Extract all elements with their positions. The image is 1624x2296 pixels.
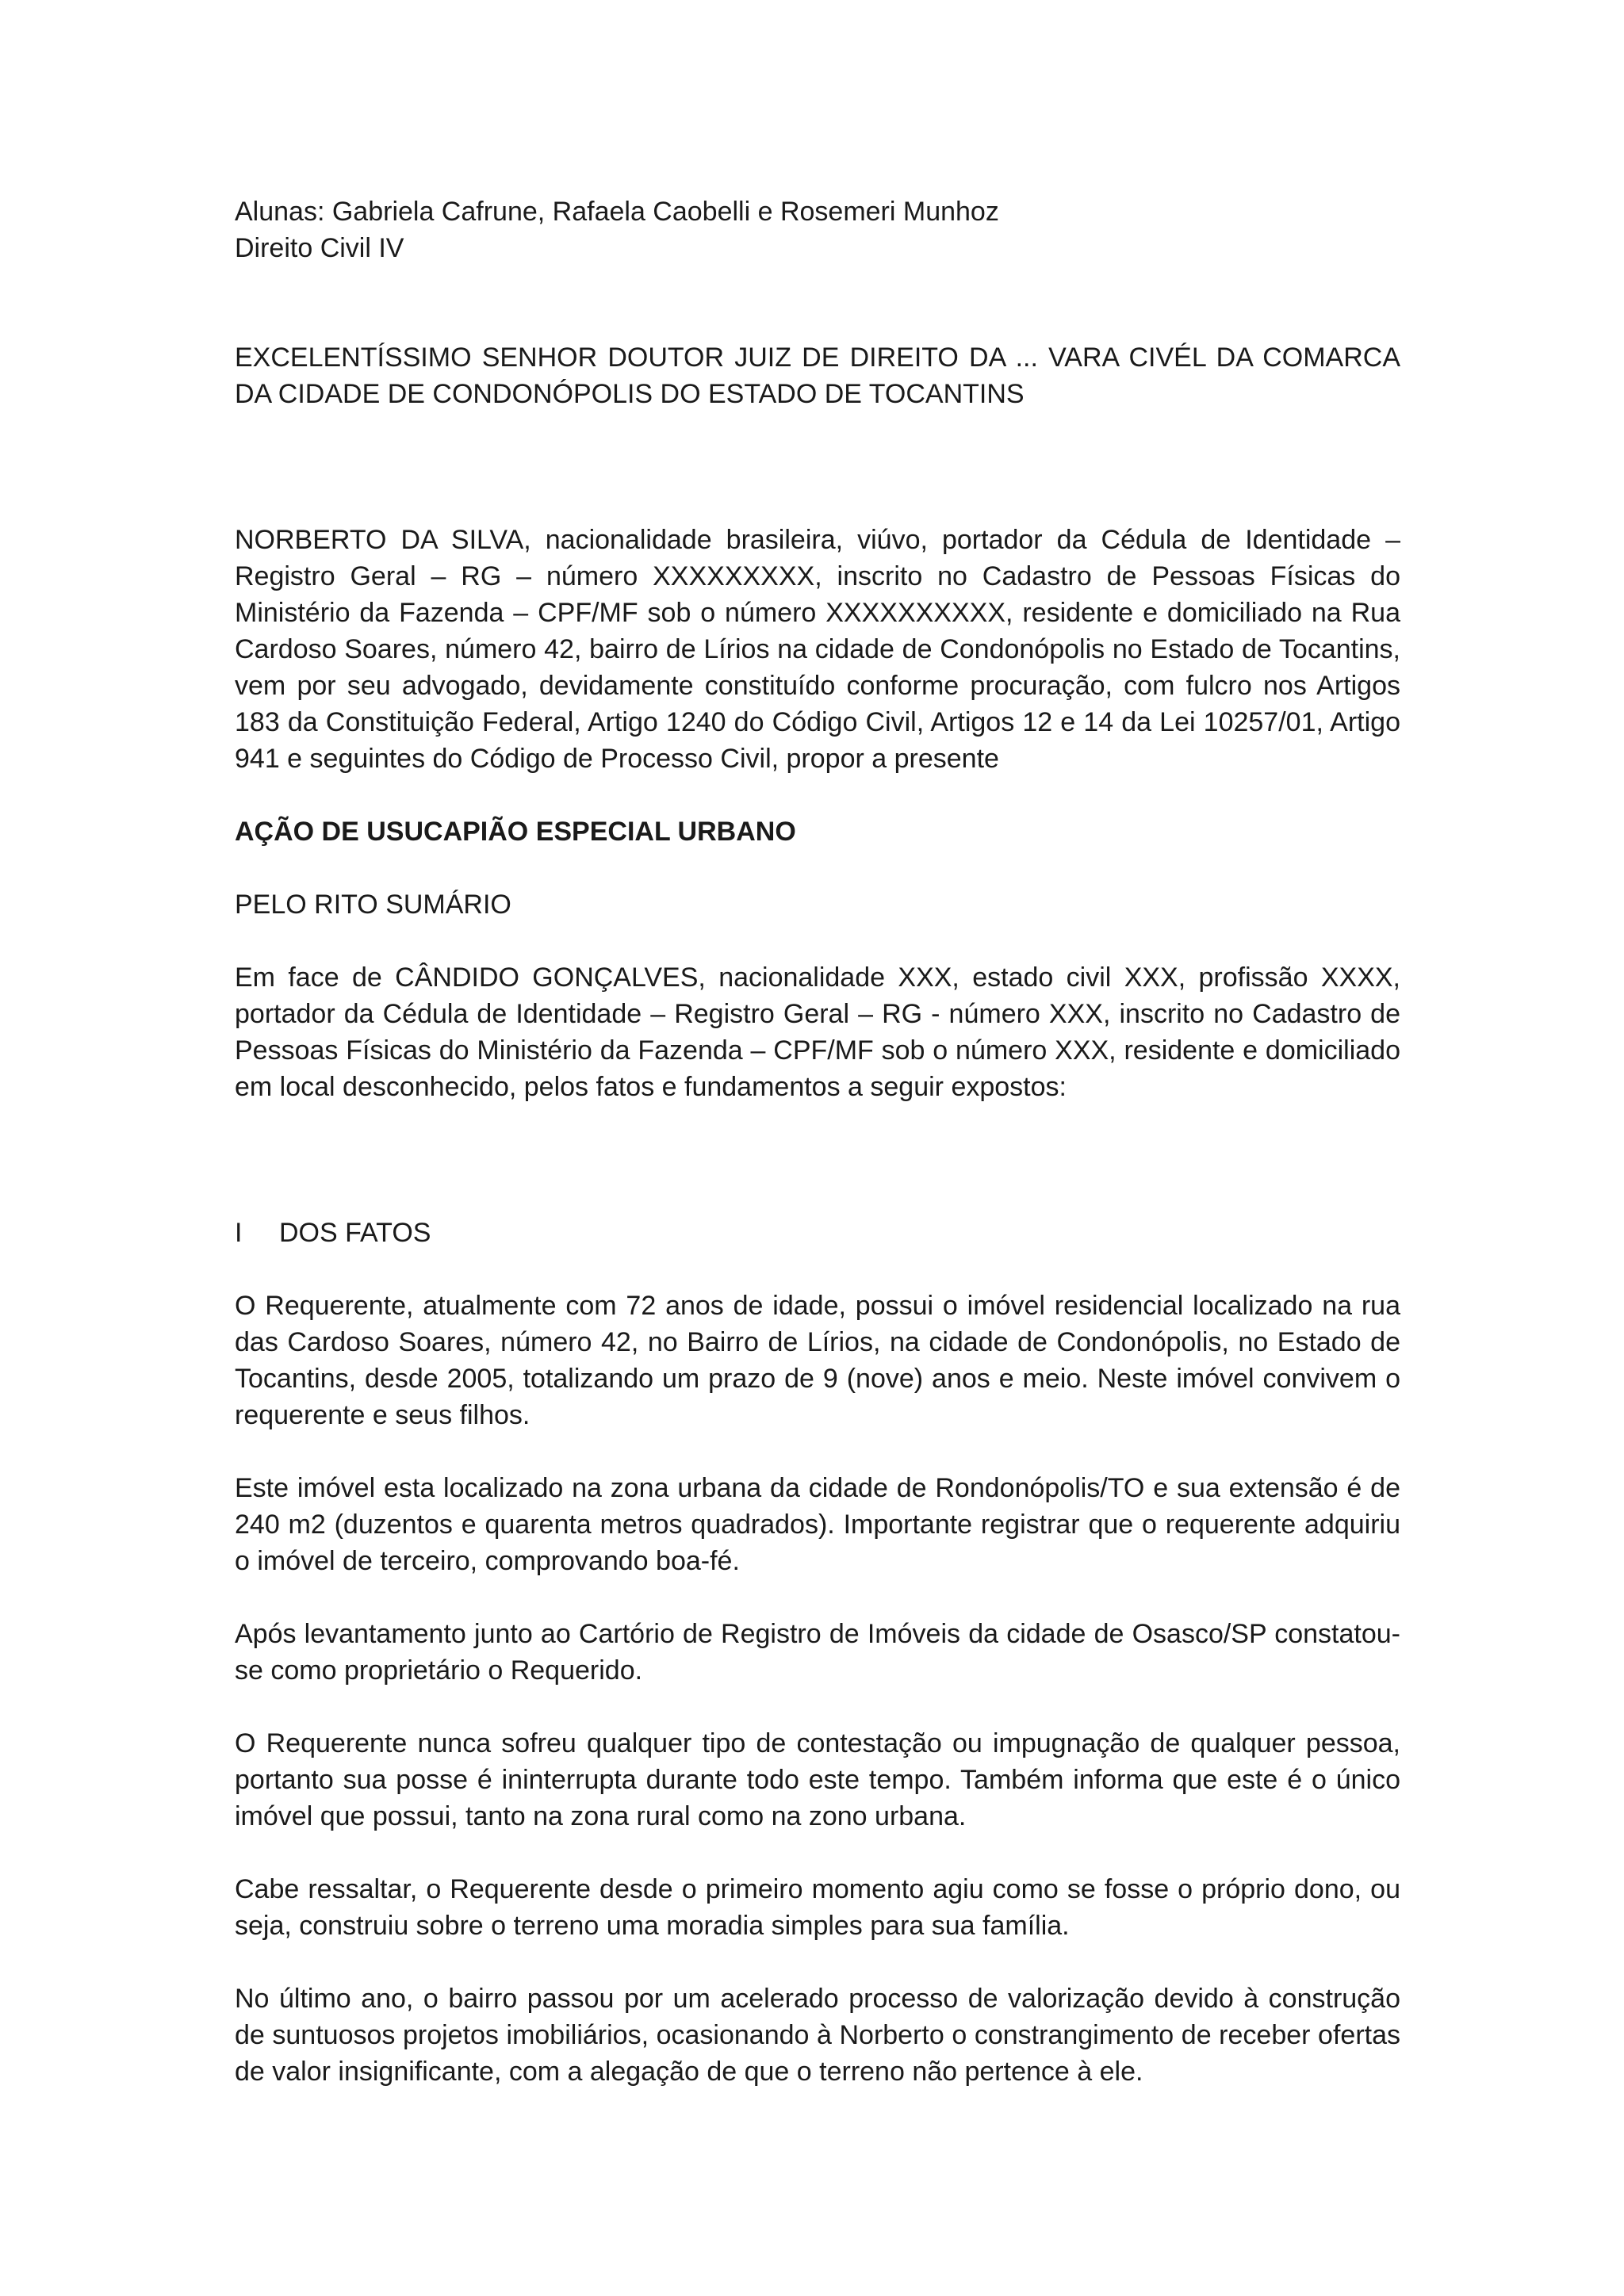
students-line: Alunas: Gabriela Cafrune, Rafaela Caobelli e Rosemeri Munhoz xyxy=(235,197,999,227)
section-title: DOS FATOS xyxy=(279,1218,431,1248)
course-line: Direito Civil IV xyxy=(235,233,404,263)
addressee: EXCELENTÍSSIMO SENHOR DOUTOR JUIZ DE DIREITO DA ... VARA CIVÉL DA COMARCA DA CIDADE DE CONDONÓPOLIS DO ESTADO DE TOCANTINS xyxy=(235,342,1400,409)
rite-line: PELO RITO SUMÁRIO xyxy=(235,890,511,920)
action-title: AÇÃO DE USUCAPIÃO ESPECIAL URBANO xyxy=(235,817,796,847)
defendant-paragraph: Em face de CÂNDIDO GONÇALVES, nacionalidade XXX, estado civil XXX, profissão XXXX, portador da Cédula de Identidade – Registro Geral – RG - número XXX, inscrito no Cadastro de Pessoas Físicas do Ministério da Fazenda – CPF/MF sob o número XXX, residente e domiciliado em local desconhecido, pelos fatos e fundamentos a seguir expostos: xyxy=(235,962,1400,1102)
fact-paragraph-2: Este imóvel esta localizado na zona urbana da cidade de Rondonópolis/TO e sua extensão é de 240 m2 (duzentos e quarenta metros quadrados). Importante registrar que o requerente adquiriu o imóvel de terceiro, comprovando boa-fé. xyxy=(235,1473,1400,1576)
section-heading xyxy=(235,1215,1400,1251)
fact-paragraph-5: Cabe ressaltar, o Requerente desde o primeiro momento agiu como se fosse o próprio dono, ou seja, construiu sobre o terreno uma moradia simples para sua família. xyxy=(235,1874,1400,1941)
document-page xyxy=(235,193,1400,2090)
fact-paragraph-1: O Requerente, atualmente com 72 anos de idade, possui o imóvel residencial localizado na rua das Cardoso Soares, número 42, no Bairro de Lírios, na cidade de Condonópolis, no Estado de Tocantins, desde 2005, totalizando um prazo de 9 (nove) anos e meio. Neste imóvel convivem o requerente e seus filhos. xyxy=(235,1291,1400,1430)
section-number: I xyxy=(235,1218,243,1248)
fact-paragraph-3: Após levantamento junto ao Cartório de Registro de Imóveis da cidade de Osasco/SP constatou-se como proprietário o Requerido. xyxy=(235,1619,1400,1686)
fact-paragraph-6: No último ano, o bairro passou por um acelerado processo de valorização devido à construção de suntuosos projetos imobiliários, ocasionando à Norberto o constrangimento de receber ofertas de valor insignificante, com a alegação de que o terreno não pertence à ele. xyxy=(235,1984,1400,2087)
fact-paragraph-4: O Requerente nunca sofreu qualquer tipo de contestação ou impugnação de qualquer pessoa, portanto sua posse é ininterrupta durante todo este tempo. Também informa que este é o único imóvel que possui, tanto na zona rural como na zono urbana. xyxy=(235,1728,1400,1831)
qualification-paragraph: NORBERTO DA SILVA, nacionalidade brasileira, viúvo, portador da Cédula de Identidade – Registro Geral – RG – número XXXXXXXXX, inscrito no Cadastro de Pessoas Físicas do Ministério da Fazenda – CPF/MF sob o número XXXXXXXXXX, residente e domiciliado na Rua Cardoso Soares, número 42, bairro de Lírios na cidade de Condonópolis no Estado de Tocantins, vem por seu advogado, devidamente constituído conforme procuração, com fulcro nos Artigos 183 da Constituição Federal, Artigo 1240 do Código Civil, Artigos 12 e 14 da Lei 10257/01, Artigo 941 e seguintes do Código de Processo Civil, propor a presente xyxy=(235,525,1400,774)
